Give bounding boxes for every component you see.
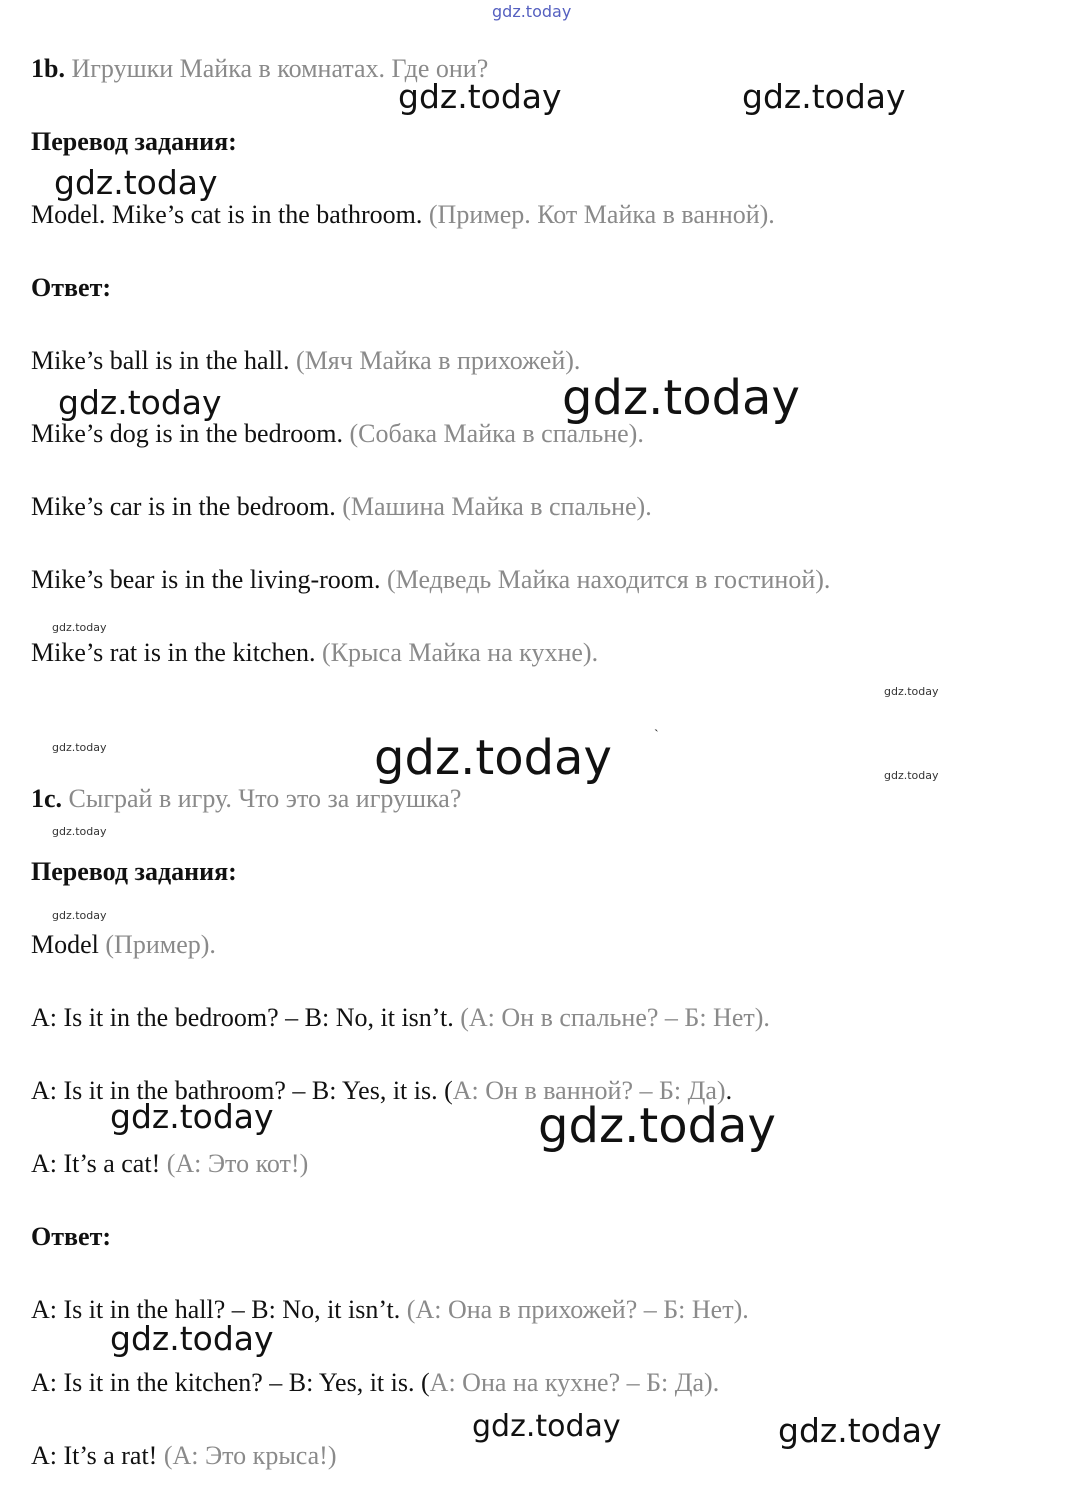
answer-english: Mike’s bear is in the living-room. [31, 565, 388, 594]
dialogue-russian: (А: Это крыса!) [163, 1441, 337, 1470]
watermark: gdz.today [562, 370, 800, 426]
watermark: gdz.today [110, 1097, 274, 1136]
answer-russian: (Крыса Майка на кухне). [322, 638, 599, 667]
answer-line [31, 565, 830, 595]
watermark: gdz.today [52, 621, 107, 634]
dialogue-russian: (А: Это кот!) [166, 1149, 309, 1178]
dialogue-russian: (А: Он в спальне? – Б: Нет). [460, 1003, 770, 1032]
answer-line [31, 346, 580, 376]
watermark: gdz.today [52, 909, 107, 922]
watermark: gdz.today [54, 163, 218, 202]
model-english: Model. Mike’s cat is in the bathroom. [31, 200, 429, 229]
watermark: gdz.today [58, 383, 222, 422]
dialogue-english: A: It’s a rat! [31, 1441, 164, 1470]
model-english: Model [31, 930, 106, 959]
dialogue-russian: А: Она на кухне? – Б: Да). [429, 1368, 720, 1397]
answer-english: Mike’s rat is in the kitchen. [31, 638, 323, 667]
section-1c-answer-heading: Ответ: [31, 1222, 112, 1251]
model-russian: (Пример). [105, 930, 216, 959]
watermark: gdz.today [52, 741, 107, 754]
watermark: gdz.today [778, 1411, 942, 1450]
watermark: gdz.today [884, 685, 939, 698]
answer-dialogue-line [31, 1441, 337, 1471]
section-1b-answer-heading: Ответ: [31, 273, 112, 302]
answer-english: Mike’s car is in the bedroom. [31, 492, 343, 521]
model-dialogue-line [31, 1003, 770, 1033]
model-russian: (Пример. Кот Майка в ванной). [428, 200, 775, 229]
dialogue-english: A: It’s a cat! [31, 1149, 167, 1178]
watermark: gdz.today [884, 769, 939, 782]
watermark: gdz.today [492, 2, 572, 21]
dialogue-english: A: Is it in the bathroom? – B: Yes, it is. ( [31, 1076, 453, 1105]
dialogue-tail: . [725, 1076, 733, 1105]
watermark: gdz.today [374, 730, 612, 786]
watermark: gdz.today [742, 77, 906, 116]
dialogue-english: A: Is it in the bedroom? – B: No, it isn’t. [31, 1003, 461, 1032]
section-1c-number: 1c. [31, 784, 63, 813]
watermark: gdz.today [52, 825, 107, 838]
answer-russian: (Машина Майка в спальне). [342, 492, 652, 521]
watermark: gdz.today [398, 77, 562, 116]
watermark: gdz.today [472, 1409, 621, 1444]
answer-russian: (Мяч Майка в прихожей). [296, 346, 581, 375]
section-1b-number: 1b. [31, 54, 65, 83]
dialogue-english: A: Is it in the kitchen? – B: Yes, it is. ( [31, 1368, 430, 1397]
watermark: gdz.today [110, 1319, 274, 1358]
dialogue-russian: А: Он в ванной? – Б: Да) [452, 1076, 726, 1105]
answer-dialogue-line [31, 1368, 719, 1398]
stray-mark: ` [654, 728, 659, 743]
answer-line [31, 492, 652, 522]
section-1c-title [31, 784, 461, 814]
dialogue-english: A: Is it in the hall? – B: No, it isn’t. [31, 1295, 407, 1324]
section-1c-task: Сыграй в игру. Что это за игрушка? [62, 784, 462, 813]
answer-english: Mike’s dog is in the bedroom. [31, 419, 350, 448]
answer-line [31, 638, 598, 668]
section-1b-translation-heading: Перевод задания: [31, 127, 237, 156]
answer-russian: (Медведь Майка находится в гостиной). [387, 565, 831, 594]
dialogue-russian: (А: Она в прихожей? – Б: Нет). [406, 1295, 749, 1324]
section-1b-task: Игрушки Майка в комнатах. Где они? [64, 54, 489, 83]
section-1c-model [31, 930, 216, 960]
answer-english: Mike’s ball is in the hall. [31, 346, 297, 375]
section-1c-translation-heading: Перевод задания: [31, 857, 237, 886]
model-dialogue-line [31, 1149, 308, 1179]
watermark: gdz.today [538, 1098, 776, 1154]
answer-line [31, 419, 644, 449]
section-1b-model [31, 200, 775, 230]
answer-russian: (Собака Майка в спальне). [349, 419, 644, 448]
